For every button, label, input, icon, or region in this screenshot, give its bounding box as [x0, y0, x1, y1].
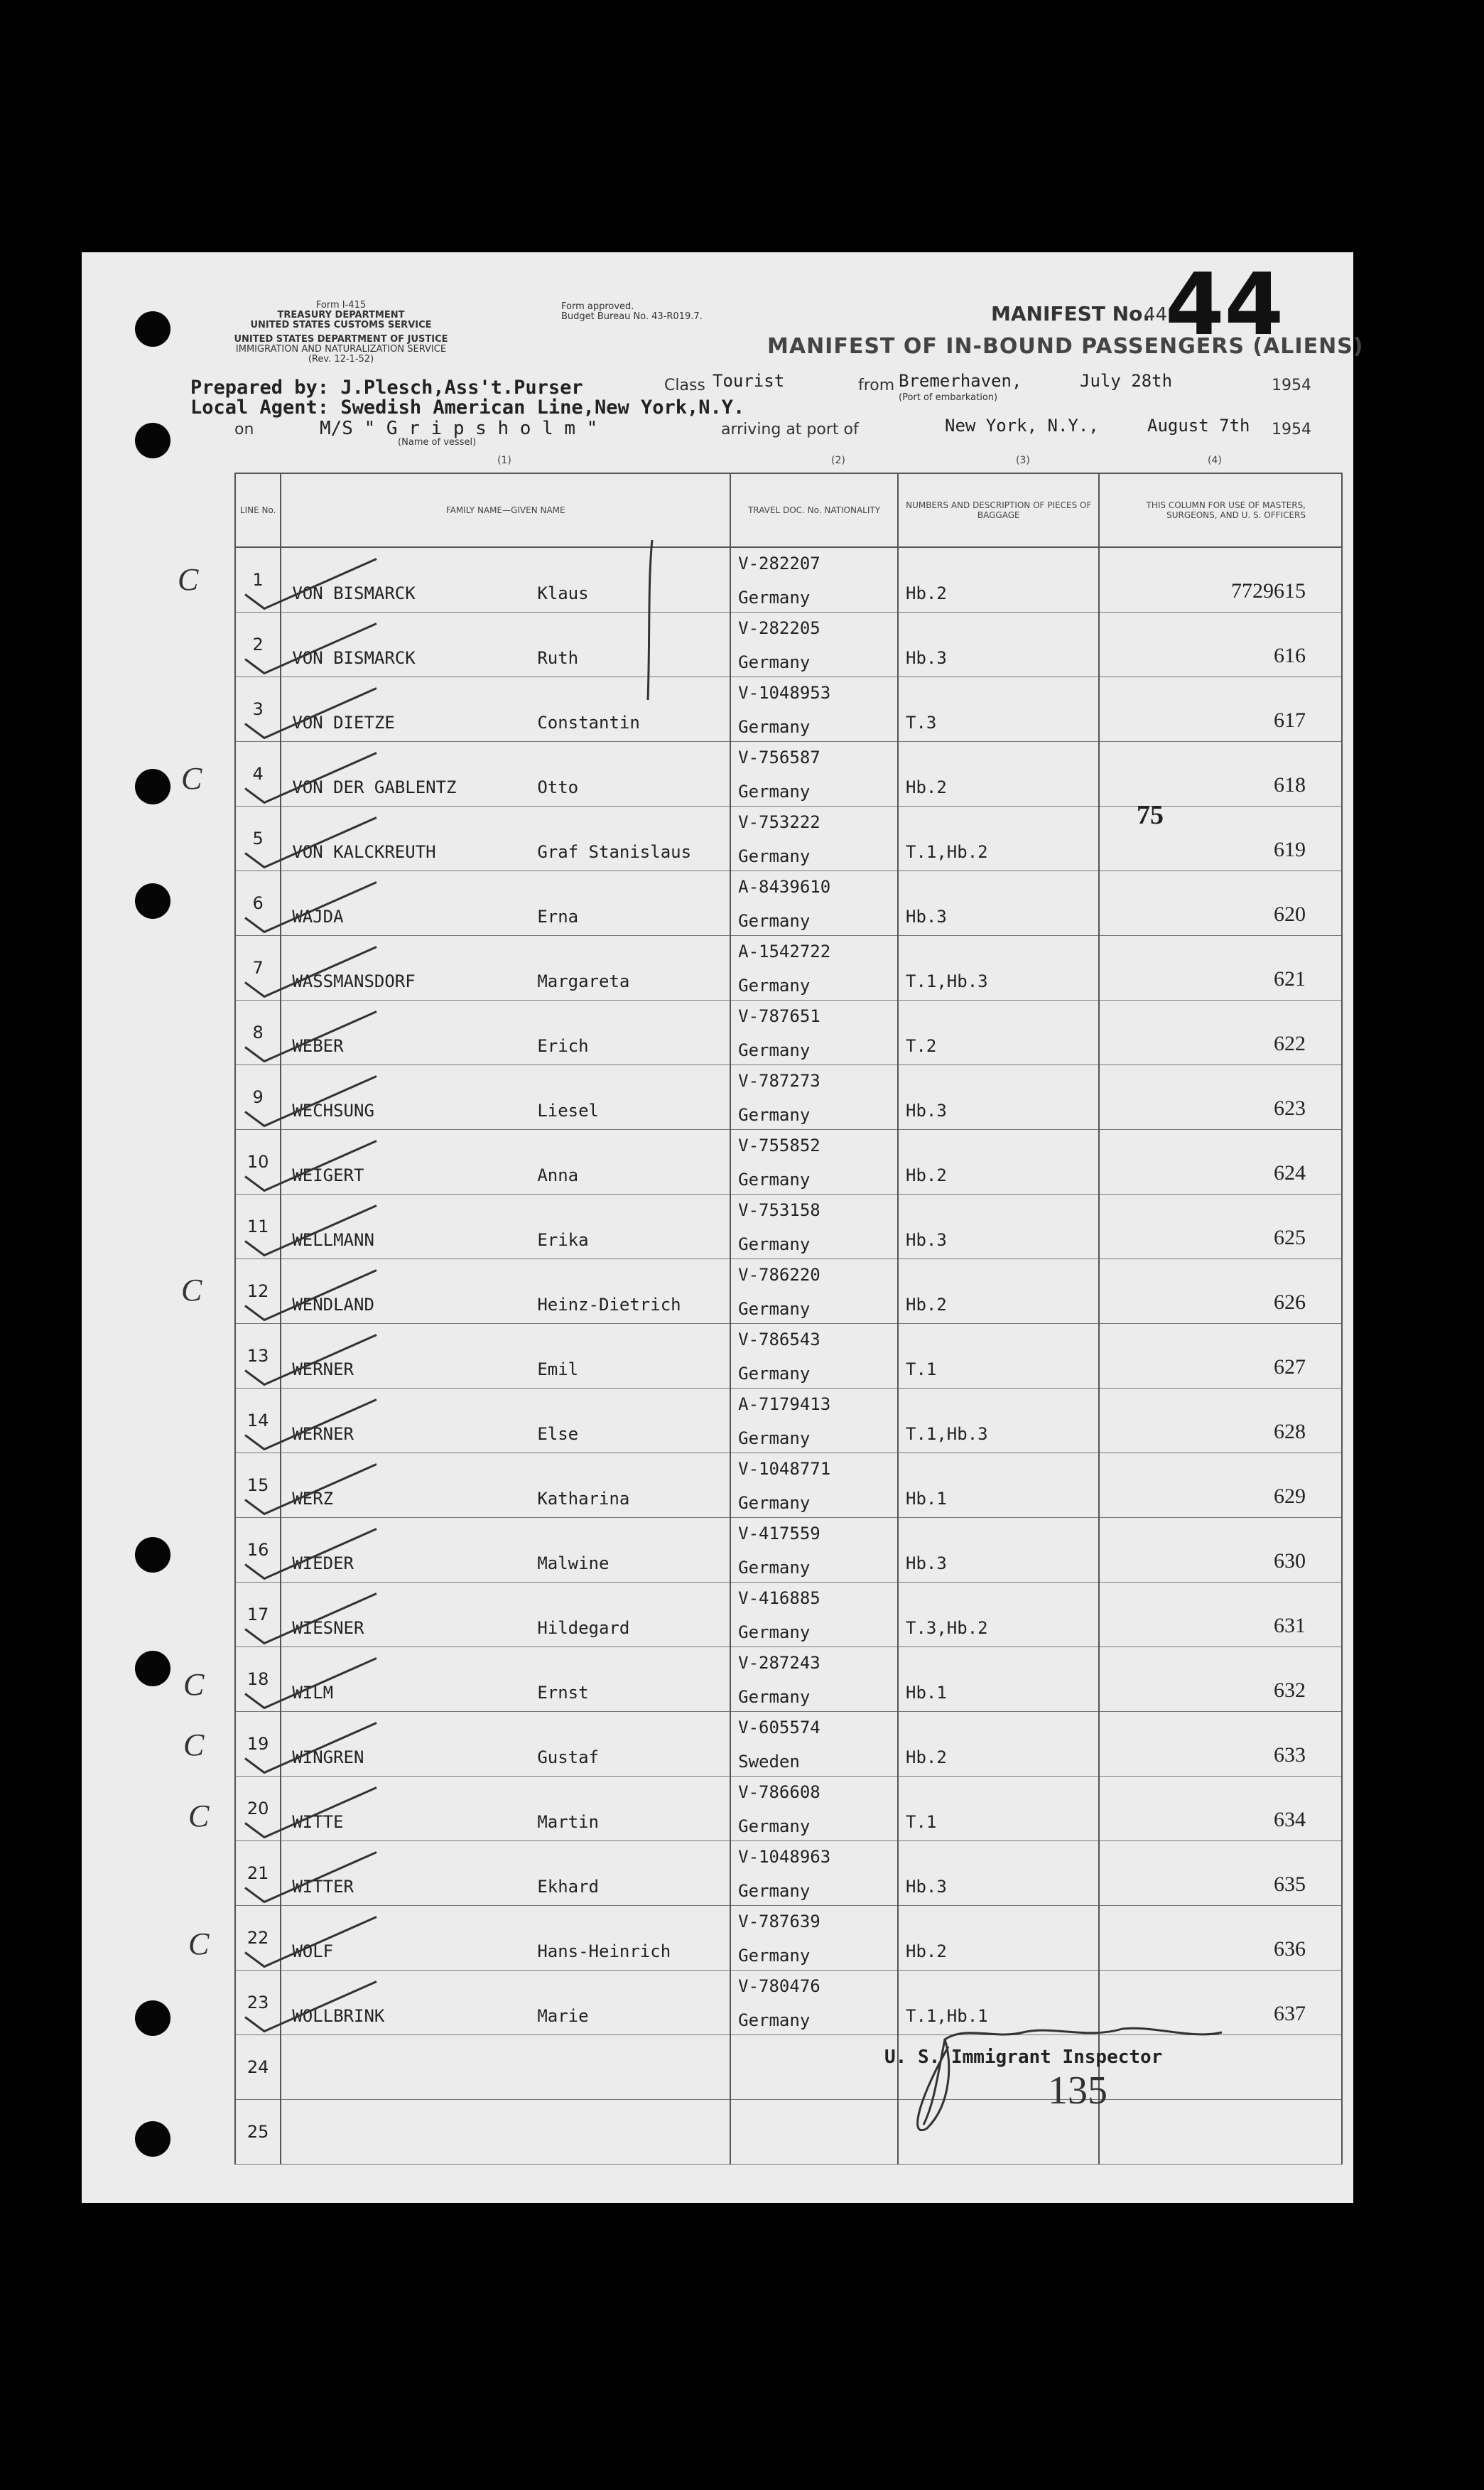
travel-doc-number: V-756587 [738, 748, 820, 767]
margin-mark: C [181, 761, 202, 796]
manifest-no-label: MANIFEST No. [991, 302, 1150, 325]
line-number-cell: 8 [235, 1001, 281, 1065]
officer-number: 626 [1274, 1290, 1306, 1314]
check-mark [245, 1012, 377, 1062]
line-number-cell: 16 [235, 1518, 281, 1583]
travel-doc-number: V-786543 [738, 1330, 820, 1349]
nationality: Germany [738, 1558, 811, 1578]
check-mark [245, 689, 377, 738]
family-name: WERNER [292, 1359, 354, 1379]
nationality: Germany [738, 1364, 811, 1384]
check-marks [245, 559, 377, 2032]
baggage-description: Hb.2 [906, 777, 947, 797]
line-number-cell: 7 [235, 936, 281, 1001]
class-value: Tourist [713, 371, 785, 391]
travel-doc-number: V-787273 [738, 1071, 820, 1091]
margin-mark: C [178, 562, 199, 597]
justice-label: UNITED STATES DEPARTMENT OF JUSTICE [234, 334, 448, 345]
given-name: Erika [537, 1230, 589, 1250]
check-mark [245, 1659, 377, 1708]
check-mark [245, 947, 377, 997]
officer-number: 628 [1274, 1420, 1306, 1443]
given-name: Hans-Heinrich [537, 1941, 671, 1961]
family-name: WECHSUNG [292, 1101, 374, 1121]
check-mark [245, 1982, 377, 2032]
baggage-description: Hb.3 [906, 1877, 947, 1897]
treasury-label: TREASURY DEPARTMENT [277, 310, 405, 320]
travel-doc-number: V-417559 [738, 1524, 820, 1543]
officer-number: 635 [1274, 1872, 1306, 1896]
family-name: WILM [292, 1683, 334, 1703]
family-name: WITTER [292, 1877, 354, 1897]
manifest-number: 44 [1165, 256, 1284, 355]
officer-number: 629 [1274, 1484, 1306, 1508]
family-name: WINGREN [292, 1747, 364, 1767]
nationality: Germany [738, 911, 811, 931]
column-number: (4) [1208, 455, 1222, 466]
check-mark [245, 1465, 377, 1514]
baggage-description: T.1,Hb.3 [906, 1424, 988, 1444]
travel-doc-number: A-1542722 [738, 942, 831, 961]
given-name: Heinz-Dietrich [537, 1295, 681, 1315]
line-number-cell: 5 [235, 807, 281, 871]
arriving-label: arriving at port of [721, 421, 859, 438]
from-date: July 28th [1080, 371, 1173, 391]
line-number-cell: 14 [235, 1389, 281, 1453]
given-name: Katharina [537, 1489, 630, 1509]
officer-number: 624 [1274, 1161, 1306, 1185]
vessel-caption: (Name of vessel) [398, 437, 477, 448]
nationality: Germany [738, 1946, 811, 1966]
column-number: (2) [831, 455, 845, 466]
check-mark [245, 1077, 377, 1126]
family-name: WAJDA [292, 907, 344, 927]
officer-number: 618 [1274, 773, 1306, 797]
travel-doc-number: V-753222 [738, 812, 820, 832]
family-name: VON BISMARCK [292, 583, 416, 603]
officer-number: 636 [1274, 1937, 1306, 1961]
check-mark [245, 1206, 377, 1256]
line-number-cell: 18 [235, 1647, 281, 1712]
from-caption: (Port of embarkation) [899, 392, 998, 403]
family-name: WOLF [292, 1941, 334, 1961]
stamp-number: 135 [1048, 2069, 1107, 2113]
baggage-description: T.3 [906, 713, 937, 733]
family-name: VON DER GABLENTZ [292, 777, 457, 797]
officer-number: 621 [1274, 967, 1306, 991]
line-number-cell: 6 [235, 871, 281, 936]
given-name: Martin [537, 1812, 600, 1832]
nationality: Germany [738, 1493, 811, 1513]
check-mark [245, 818, 377, 868]
line-number-cell: 12 [235, 1259, 281, 1324]
baggage-description: T.1 [906, 1359, 937, 1379]
travel-doc-number: A-7179413 [738, 1394, 831, 1414]
from-port: Bremerhaven, [899, 371, 1022, 391]
family-name: WELLMANN [292, 1230, 374, 1250]
baggage-description: T.1,Hb.2 [906, 842, 988, 862]
travel-doc-number: V-786220 [738, 1265, 820, 1285]
line-number-cell: 23 [235, 1971, 281, 2035]
baggage-description: Hb.2 [906, 1165, 947, 1185]
col-header-line: LINE No. [235, 473, 281, 547]
vessel-name: M/S " G r i p s h o l m " [320, 418, 598, 439]
baggage-description: Hb.1 [906, 1683, 947, 1703]
officer-number: 627 [1274, 1355, 1306, 1379]
given-name: Otto [537, 777, 579, 797]
given-name: Graf Stanislaus [537, 842, 692, 862]
line-number-cell: 3 [235, 677, 281, 742]
given-name: Gustaf [537, 1747, 600, 1767]
travel-doc-number: V-282207 [738, 554, 820, 573]
baggage-description: Hb.3 [906, 907, 947, 927]
given-name: Emil [537, 1359, 579, 1379]
officer-number: 616 [1274, 644, 1306, 667]
family-name: WENDLAND [292, 1295, 374, 1315]
travel-doc-number: V-753158 [738, 1200, 820, 1220]
tally-note: 75 [1137, 800, 1164, 830]
baggage-description: T.1,Hb.1 [906, 2006, 988, 2026]
line-number-cell: 17 [235, 1583, 281, 1647]
given-name: Malwine [537, 1553, 610, 1573]
customs-label: UNITED STATES CUSTOMS SERVICE [250, 320, 432, 330]
check-mark [245, 1788, 377, 1838]
line-number-cell: 25 [235, 2100, 281, 2165]
col-header-doc: TRAVEL DOC. No. NATIONALITY [730, 473, 898, 547]
officer-number: 622 [1274, 1032, 1306, 1055]
family-name: WOLLBRINK [292, 2006, 385, 2026]
check-mark [245, 1594, 377, 1644]
manifest-title: MANIFEST OF IN-BOUND PASSENGERS (ALIENS) [767, 334, 1364, 359]
nationality: Germany [738, 1170, 811, 1190]
officer-number: 620 [1274, 902, 1306, 926]
travel-doc-number: V-1048963 [738, 1847, 831, 1867]
check-mark [245, 1917, 377, 1967]
nationality: Germany [738, 976, 811, 996]
travel-doc-number: A-8439610 [738, 877, 831, 897]
line-number-cell: 13 [235, 1324, 281, 1389]
margin-mark: C [188, 1799, 210, 1833]
nationality: Germany [738, 782, 811, 802]
travel-doc-number: V-1048953 [738, 683, 831, 703]
arrival-date: August 7th [1147, 416, 1250, 436]
margin-mark: C [188, 1926, 210, 1961]
col-header-baggage: NUMBERS AND DESCRIPTION OF PIECES OF BAGGAGE [898, 473, 1099, 547]
nationality: Germany [738, 846, 811, 866]
check-mark [245, 1271, 377, 1320]
nationality: Germany [738, 1622, 811, 1642]
approval-line: Form approved. [561, 301, 634, 312]
line-number-cell: 21 [235, 1841, 281, 1906]
travel-doc-number: V-287243 [738, 1653, 820, 1673]
check-mark [245, 1141, 377, 1191]
officer-number: 623 [1274, 1096, 1306, 1120]
check-mark [245, 1400, 377, 1450]
baggage-description: T.2 [906, 1036, 937, 1056]
baggage-description: T.1,Hb.3 [906, 971, 988, 991]
nationality: Sweden [738, 1752, 800, 1772]
given-name: Anna [537, 1165, 579, 1185]
baggage-description: Hb.2 [906, 1941, 947, 1961]
baggage-description: Hb.2 [906, 1747, 947, 1767]
nationality: Germany [738, 588, 811, 608]
given-name: Ruth [537, 648, 579, 668]
nationality: Germany [738, 717, 811, 737]
travel-doc-number: V-787651 [738, 1006, 820, 1026]
officer-number: 633 [1274, 1743, 1306, 1767]
baggage-description: Hb.1 [906, 1489, 947, 1509]
baggage-description: Hb.3 [906, 648, 947, 668]
given-name: Ekhard [537, 1877, 600, 1897]
family-name: WITTE [292, 1812, 344, 1832]
given-name: Erich [537, 1036, 589, 1056]
travel-doc-number: V-755852 [738, 1136, 820, 1155]
prepared-by: Prepared by: J.Plesch,Ass't.Purser [190, 377, 583, 399]
travel-doc-number: V-282205 [738, 618, 820, 638]
baggage-description: Hb.3 [906, 1230, 947, 1250]
from-year: 1954 [1272, 377, 1311, 394]
family-name: VON BISMARCK [292, 648, 416, 668]
col-header-officer: THIS COLUMN FOR USE OF MASTERS, SURGEONS, AND U. S. OFFICERS [1099, 473, 1342, 547]
baggage-description: T.1 [906, 1812, 937, 1832]
nationality: Germany [738, 1234, 811, 1254]
line-number-cell: 24 [235, 2035, 281, 2100]
baggage-description: Hb.2 [906, 1295, 947, 1315]
budget-bureau: Budget Bureau No. 43-R019.7. [561, 311, 703, 322]
on-label: on [234, 421, 254, 438]
line-number-cell: 20 [235, 1777, 281, 1841]
check-mark [245, 1853, 377, 1902]
line-number-cell: 22 [235, 1906, 281, 1971]
arrival-port: New York, N.Y., [945, 416, 1099, 436]
baggage-description: Hb.3 [906, 1101, 947, 1121]
given-name: Else [537, 1424, 579, 1444]
local-agent: Local Agent: Swedish American Line,New York,N.Y. [190, 397, 745, 419]
class-label: Class [664, 377, 705, 394]
nationality: Germany [738, 1881, 811, 1901]
travel-doc-number: V-1048771 [738, 1459, 831, 1479]
given-name: Margareta [537, 971, 630, 991]
margin-mark: C [183, 1728, 205, 1762]
officer-number: 631 [1274, 1614, 1306, 1637]
baggage-description: Hb.2 [906, 583, 947, 603]
baggage-description: Hb.3 [906, 1553, 947, 1573]
signature-scrawl [918, 2028, 1222, 2130]
travel-doc-number: V-780476 [738, 1976, 820, 1996]
check-mark [245, 1335, 377, 1385]
line-number-cell: 15 [235, 1453, 281, 1518]
baggage-description: T.3,Hb.2 [906, 1618, 988, 1638]
family-name: VON DIETZE [292, 713, 395, 733]
line-number-cell: 1 [235, 547, 281, 613]
line-number-cell: 10 [235, 1130, 281, 1195]
column-number: (3) [1016, 455, 1030, 466]
check-mark [245, 883, 377, 932]
given-name: Liesel [537, 1101, 600, 1121]
line-number-cell: 11 [235, 1195, 281, 1259]
manifest-no-small: 44 [1144, 304, 1168, 325]
family-name: WASSMANSDORF [292, 971, 416, 991]
officer-number: 7729615 [1231, 579, 1306, 603]
line-number-cell: 9 [235, 1065, 281, 1130]
margin-mark: C [183, 1667, 205, 1702]
officer-number: 625 [1274, 1226, 1306, 1249]
inspector-signature-label: U. S. Immigrant Inspector [884, 2047, 1163, 2068]
arrival-year: 1954 [1272, 421, 1311, 438]
check-mark [245, 753, 377, 803]
nationality: Germany [738, 1105, 811, 1125]
travel-doc-number: V-786608 [738, 1782, 820, 1802]
line-number-cell: 4 [235, 742, 281, 807]
given-name: Marie [537, 2006, 589, 2026]
officer-number: 630 [1274, 1549, 1306, 1573]
family-name: WEIGERT [292, 1165, 364, 1185]
officer-number: 634 [1274, 1808, 1306, 1831]
col-header-name: FAMILY NAME—GIVEN NAME [281, 473, 730, 547]
family-name: WEBER [292, 1036, 344, 1056]
travel-doc-number: V-416885 [738, 1588, 820, 1608]
nationality: Germany [738, 1687, 811, 1707]
family-name: WIESNER [292, 1618, 364, 1638]
nationality: Germany [738, 1428, 811, 1448]
given-name: Erna [537, 907, 579, 927]
given-name: Hildegard [537, 1618, 630, 1638]
bracket-mark [648, 540, 652, 700]
travel-doc-number: V-605574 [738, 1718, 820, 1737]
from-label: from [858, 377, 895, 394]
check-mark [245, 1723, 377, 1773]
nationality: Germany [738, 1040, 811, 1060]
officer-number: 632 [1274, 1678, 1306, 1702]
check-mark [245, 1529, 377, 1579]
check-mark [245, 624, 377, 674]
line-number-cell: 19 [235, 1712, 281, 1777]
family-name: WERNER [292, 1424, 354, 1444]
form-number: Form I-415 [315, 300, 367, 311]
given-name: Ernst [537, 1683, 589, 1703]
officer-number: 637 [1274, 2002, 1306, 2025]
family-name: WIEDER [292, 1553, 354, 1573]
column-number: (1) [497, 455, 511, 466]
family-name: VON KALCKREUTH [292, 842, 436, 862]
nationality: Germany [738, 652, 811, 672]
family-name: WERZ [292, 1489, 334, 1509]
margin-mark: C [181, 1273, 202, 1308]
check-mark [245, 559, 377, 609]
nationality: Germany [738, 1299, 811, 1319]
officer-number: 617 [1274, 708, 1306, 732]
line-number-cell: 2 [235, 613, 281, 677]
nationality: Germany [738, 1816, 811, 1836]
nationality: Germany [738, 2010, 811, 2030]
officer-number: 619 [1274, 838, 1306, 861]
given-name: Constantin [537, 713, 640, 733]
ins-label: IMMIGRATION AND NATURALIZATION SERVICE [235, 344, 447, 355]
form-edition: (Rev. 12-1-52) [308, 354, 374, 365]
travel-doc-number: V-787639 [738, 1912, 820, 1931]
given-name: Klaus [537, 583, 589, 603]
